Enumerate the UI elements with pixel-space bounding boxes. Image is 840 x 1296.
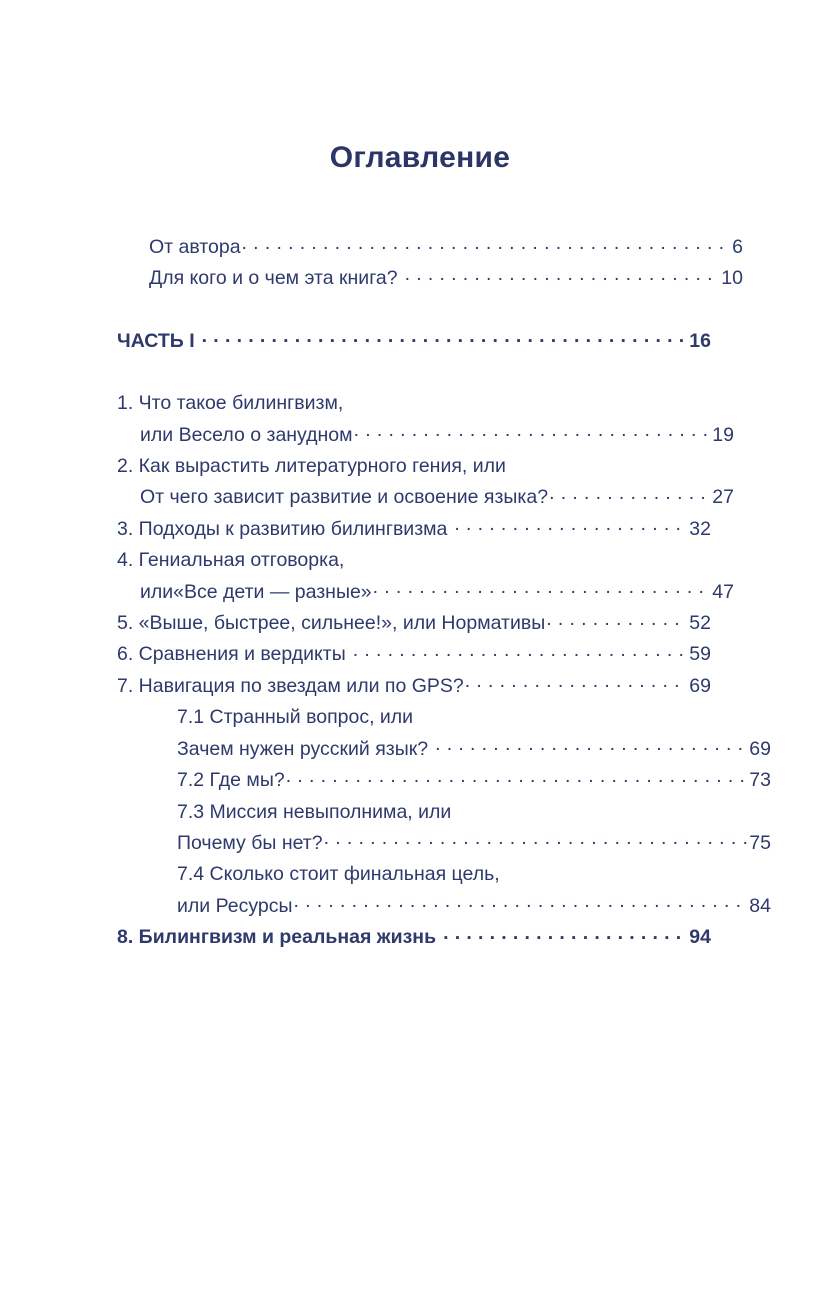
toc-leader-dots [448,515,687,535]
toc-entry-3-line-0[interactable] [117,545,711,576]
toc-entry-label: 7.4 Сколько стоит финальная цель, [177,863,500,886]
toc-entry-label: 6. Сравнения и вердикты [117,643,346,666]
toc-entry-9-line-1[interactable] [117,828,771,859]
toc-front-matter-item-1[interactable] [117,263,743,294]
toc-page-number: 94 [689,926,711,949]
toc-leader-dots [373,578,711,598]
toc-entry-6-line-0[interactable] [117,671,711,702]
toc-leader-dots [293,892,747,912]
toc-leader-dots [546,610,687,630]
toc-leader-dots [347,641,688,661]
toc-entry-label: или Ресурсы [177,894,293,917]
toc-leader-dots [414,704,769,724]
toc-page-number: 16 [689,329,711,352]
toc-leader-dots [501,861,769,881]
toc-entry-label: Для кого и о чем эта книга? [149,267,398,290]
toc-entry-9-line-0[interactable] [117,797,771,828]
toc-page-number: 19 [712,423,734,446]
toc-spacer [117,357,711,388]
toc-leader-dots [345,547,709,567]
toc-leader-dots [242,234,731,254]
toc-entry-5-line-0[interactable] [117,639,711,670]
toc-entry-label: 7. Навигация по звездам или по GPS? [117,674,464,697]
toc-entry-label: Почему бы нет? [177,831,323,854]
toc-entry-11-line-0[interactable] [117,922,711,953]
toc-entry-label: От автора [149,236,241,258]
toc-entry-0-line-0[interactable] [117,388,711,419]
toc-page-number: 69 [749,737,771,760]
toc-leader-dots [437,924,687,944]
toc-entry-label: 3. Подходы к развитию билингвизма [117,517,448,540]
toc-entry-label: или«Все дети — разные» [140,580,372,603]
toc-entry-label: 8. Билингвизм и реальная жизнь [117,926,437,949]
toc-entry-1-line-0[interactable] [117,451,711,482]
toc-entry-label: 4. Гениальная отговорка, [117,549,345,572]
toc-part-heading[interactable] [117,326,711,357]
page-title: Оглавление [329,141,511,174]
toc-entry-4-line-0[interactable] [117,608,711,639]
toc-page-number: 32 [689,517,711,540]
toc-entry-3-line-1[interactable] [117,577,734,608]
toc-leader-dots [429,735,747,755]
toc-leader-dots [324,829,748,849]
toc-entry-0-line-1[interactable] [117,420,734,451]
toc-leader-dots [452,798,769,818]
toc-page-number: 84 [749,894,771,917]
toc-entry-label: 7.3 Миссия невыполнима, или [177,800,452,823]
toc-page-number: 27 [712,486,734,509]
toc-leader-dots [507,453,709,473]
toc-entry-label: 7.1 Странный вопрос, или [177,706,414,729]
toc-entry-1-line-1[interactable] [117,482,734,513]
toc-entry-10-line-0[interactable] [117,859,771,890]
toc-leader-dots [465,672,688,692]
toc-page-number: 69 [689,674,711,697]
toc-list [117,232,771,954]
toc-page-number: 52 [689,612,711,635]
toc-entry-label: 7.2 Где мы? [177,769,285,792]
toc-entry-7-line-0[interactable] [117,702,771,733]
toc-page-number: 75 [749,831,771,854]
toc-page-number: 10 [721,267,743,290]
toc-entry-label: 5. «Выше, быстрее, сильнее!», или Нормативы [117,612,546,635]
toc-leader-dots [286,767,748,787]
toc-leader-dots [196,327,688,347]
toc-entry-2-line-0[interactable] [117,514,711,545]
toc-leader-dots [344,390,709,410]
toc-page-number: 47 [712,580,734,603]
toc-entry-label: Зачем нужен русский язык? [177,737,429,760]
toc-spacer [117,295,711,326]
toc-leader-dots [549,484,710,504]
toc-page-number: 73 [749,769,771,792]
toc-leader-dots [399,265,720,285]
toc-entry-10-line-1[interactable] [117,891,771,922]
toc-entry-7-line-1[interactable] [117,734,771,765]
toc-front-matter-item-0[interactable] [117,232,743,263]
toc-entry-label: От чего зависит развитие и освоение языка? [140,486,549,509]
toc-page-number: 6 [732,236,743,258]
toc-entry-label: или Весело о занудном [140,423,353,446]
toc-leader-dots [354,421,711,441]
toc-entry-label: 2. Как вырастить литературного гения, или [117,455,506,478]
toc-entry-label: 1. Что такое билингвизм, [117,392,344,415]
toc-entry-label: ЧАСТЬ I [117,329,195,352]
toc-entry-8-line-0[interactable] [117,765,771,796]
toc-page-number: 59 [689,643,711,666]
